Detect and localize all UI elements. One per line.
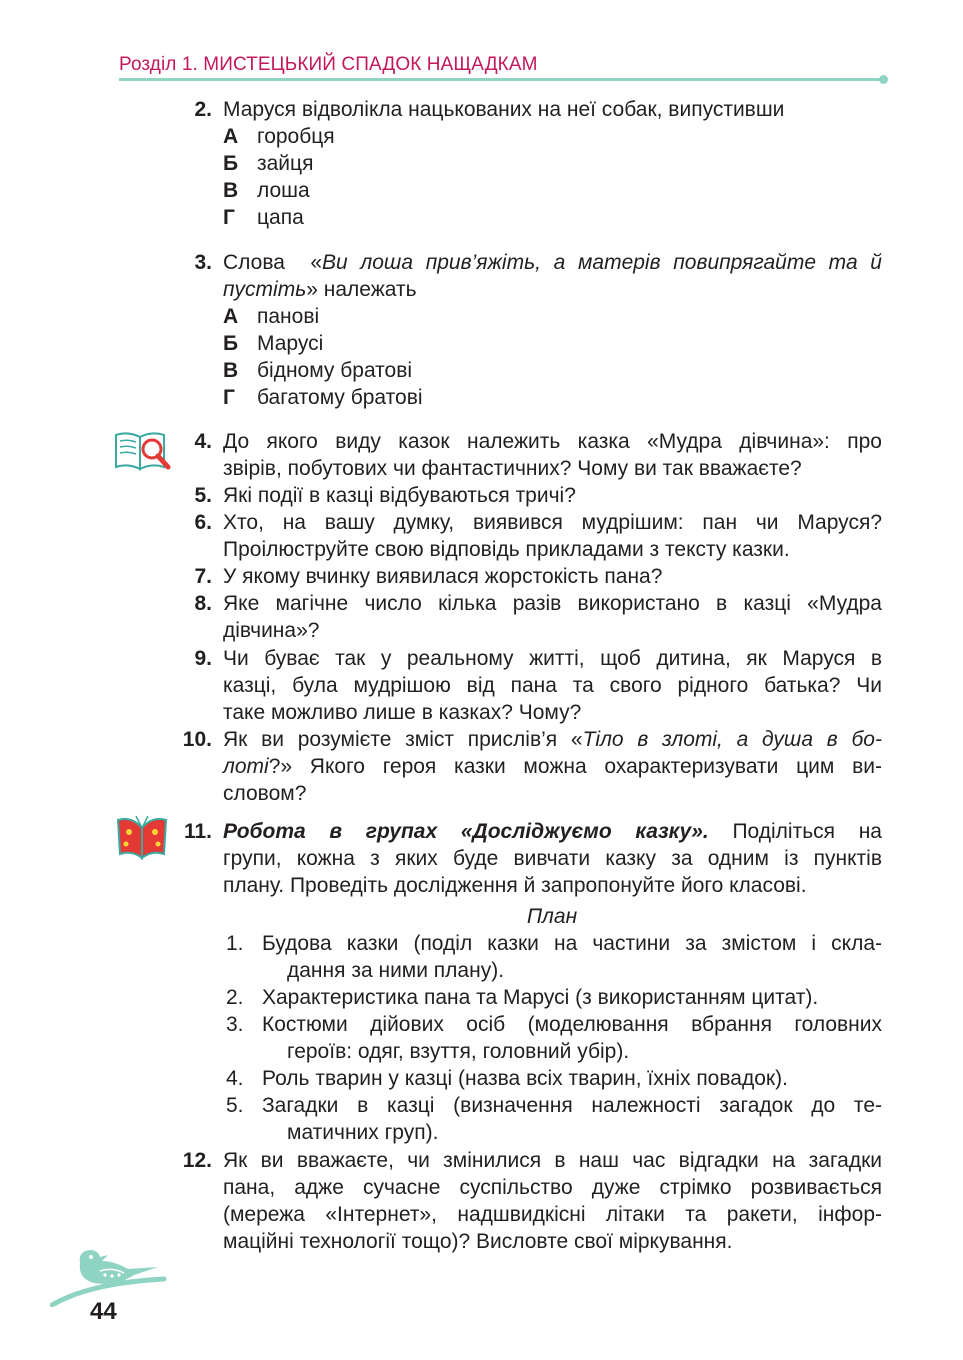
option-letter: В [223, 179, 239, 202]
question-text: Чи буває так у реальному житті, щоб дитина, як Маруся в [223, 647, 882, 670]
quote-text: Ви лоша прив’яжіть, а матерів повипрягайте та й [322, 251, 882, 274]
header-divider [119, 78, 885, 81]
question-text: Які події в казці відбуваються тричі? [223, 484, 576, 507]
question-number: 11. [183, 820, 212, 843]
question-text [223, 249, 882, 276]
question-text: дівчина»? [223, 619, 320, 642]
question-text: Хто, на вашу думку, виявився мудрішим: пан чи Маруся? [223, 511, 882, 534]
plan-item-number: 1. [226, 932, 244, 955]
plan-item-text: Роль тварин у казці (назва всіх тварин, їхніх повадок). [262, 1067, 788, 1090]
header-divider-dot [879, 75, 888, 84]
option-letter: Г [223, 206, 235, 229]
question-number: 5. [194, 484, 212, 507]
question-text-part: Як ви розумієте зміст прислів’я « [223, 728, 583, 751]
plan-item-text: Характеристика пана та Марусі (з використанням цитат). [262, 986, 819, 1009]
question-text [223, 276, 417, 303]
plan-item-number: 5. [226, 1094, 244, 1117]
section-header: Розділ 1. МИСТЕЦЬКИЙ СПАДОК НАЩАДКАМ [119, 54, 538, 75]
option-text: зайця [257, 152, 314, 175]
question-text: У якому вчинку виявилася жорстокість пана? [223, 565, 663, 588]
plan-item-number: 4. [226, 1067, 244, 1090]
question-number: 6. [194, 511, 212, 534]
question-number: 7. [194, 565, 212, 588]
task-title: Робота в групах «Досліджуємо казку». [223, 820, 709, 843]
question-text: маційні технології тощо)? Висловте свої міркування. [223, 1230, 733, 1253]
question-text: Маруся відволікла нацькованих на неї собак, випустивши [223, 98, 785, 121]
book-magnifier-icon [112, 427, 174, 473]
plan-item-text: Костюми дійових осіб (моделювання вбрання головних [262, 1013, 882, 1036]
option-text: горобця [257, 125, 335, 148]
question-text: (мережа «Інтернет», надшвидкісні літаки та ракети, інфор- [223, 1203, 882, 1226]
question-number: 4. [194, 430, 212, 453]
option-letter: Б [223, 332, 239, 355]
plan-item-text: героїв: одяг, взуття, головний убір). [287, 1040, 630, 1063]
question-number: 3. [194, 251, 212, 274]
option-letter: В [223, 359, 239, 382]
page-number: 44 [90, 1298, 117, 1325]
question-text-part: » належать [306, 278, 417, 301]
plan-item-text: дання за ними плану). [287, 959, 505, 982]
question-text: таке можливо лише в казках? Чому? [223, 701, 582, 724]
option-letter: А [223, 305, 239, 328]
question-text: звірів, побутових чи фантастичних? Чому ви так вважаєте? [223, 457, 802, 480]
option-text: лоша [257, 179, 310, 202]
plan-item-text: матичних груп). [287, 1121, 439, 1144]
plan-item-text: Загадки в казці (визначення належності загадок до те- [262, 1094, 882, 1117]
option-text: Марусі [257, 332, 324, 355]
question-number: 10. [182, 728, 212, 751]
question-number: 8. [194, 592, 212, 615]
question-text-part: ?» Якого героя казки можна охарактеризувати цим ви- [268, 755, 882, 778]
question-text [223, 753, 882, 780]
plan-item-number: 2. [226, 986, 244, 1009]
question-text: пана, адже сучасне суспільство дуже стрімко розвивається [223, 1176, 882, 1199]
option-text: цапа [257, 206, 304, 229]
question-number: 12. [182, 1149, 212, 1172]
quote-text: пустіть [223, 278, 307, 301]
option-letter: А [223, 125, 239, 148]
question-text-part: Поділіться на [708, 820, 882, 843]
plan-item-number: 3. [226, 1013, 244, 1036]
question-text: групи, кожна з яких буде вивчати казку за одним із пунктів [223, 847, 882, 870]
plan-item-text: Будова казки (поділ казки на частини за змістом і скла- [262, 932, 882, 955]
question-text: До якого виду казок належить казка «Мудра дівчина»: про [223, 430, 882, 453]
question-text: Проілюструйте свою відповідь прикладами з тексту казки. [223, 538, 790, 561]
question-text-part: Слова « [223, 251, 322, 274]
option-letter: Б [223, 152, 239, 175]
option-text: панові [257, 305, 320, 328]
question-text [223, 726, 882, 753]
question-text: Яке магічне число кілька разів використано в казці «Мудра [223, 592, 882, 615]
proverb-text: Тіло в злоті, а душа в бо- [582, 728, 882, 751]
question-number: 2. [194, 98, 212, 121]
plan-title: План [526, 905, 578, 928]
question-text: плану. Проведіть дослідження й запропонуйте його класові. [223, 874, 807, 897]
question-text: казці, була мудрішою від пана та свого рідного батька? Чи [223, 674, 882, 697]
question-text: Як ви вважаєте, чи змінилися в наш час відгадки на загадки [223, 1149, 882, 1172]
option-letter: Г [223, 386, 235, 409]
question-text [223, 818, 882, 845]
question-number: 9. [194, 647, 212, 670]
option-text: багатому братові [257, 386, 423, 409]
option-text: бідному братові [257, 359, 413, 382]
question-text: словом? [223, 782, 307, 805]
proverb-text: лоті [223, 755, 269, 778]
